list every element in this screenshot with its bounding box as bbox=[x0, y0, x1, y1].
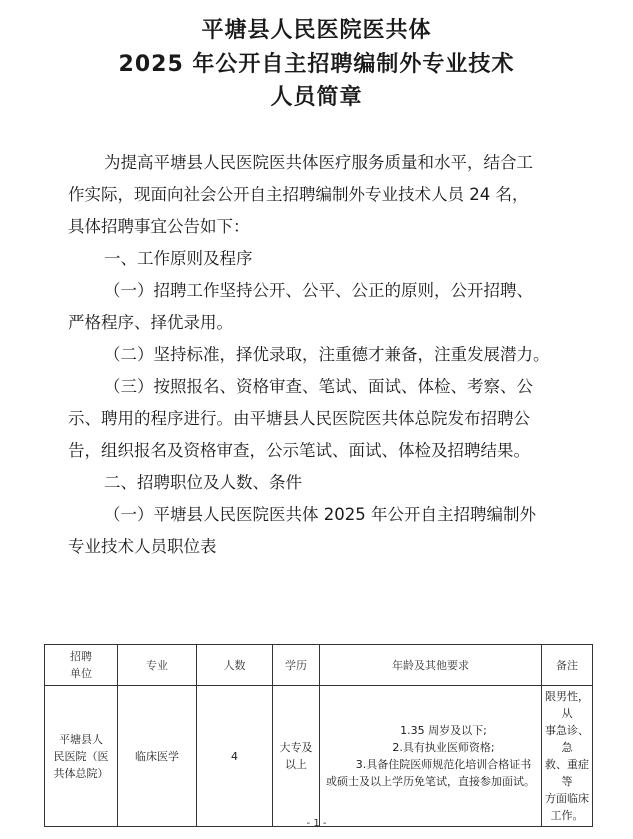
cell-text: 方面临床 bbox=[545, 792, 589, 805]
cell-text: 共体总院） bbox=[53, 766, 109, 780]
header-text: 招聘 bbox=[70, 650, 92, 663]
col-header-major: 专业 bbox=[118, 645, 197, 686]
cell-text: 平塘县人 bbox=[59, 732, 103, 746]
text-line: 告，组织报名及资格审查，公示笔试、面试、体检及招聘结果。 bbox=[68, 441, 530, 460]
header-text: 单位 bbox=[70, 667, 92, 680]
doc-title-line-3: 人员简章 bbox=[270, 85, 363, 110]
cell-education bbox=[273, 686, 320, 827]
cell-major: 临床医学 bbox=[118, 686, 197, 827]
cell-text: 或硕士及以上学历免笔试，直接参加面试。 bbox=[326, 775, 535, 788]
table-header-row bbox=[45, 645, 593, 686]
cell-requirements bbox=[320, 686, 542, 827]
col-header-count: 人数 bbox=[197, 645, 273, 686]
cell-text: 事急诊、急 bbox=[545, 724, 589, 754]
col-header-unit bbox=[45, 645, 118, 686]
text-line: （一）平塘县人民医院医共体 2025 年公开自主招聘编制外 bbox=[104, 505, 536, 524]
text-line: （三）按照报名、资格审查、笔试、面试、体检、考察、公 bbox=[104, 377, 533, 396]
cell-text: 大专及 bbox=[279, 741, 313, 754]
cell-text: 1.35 周岁及以下; bbox=[400, 724, 487, 737]
doc-title-line-2: 2025 年公开自主招聘编制外专业技术 bbox=[118, 52, 515, 77]
col-header-requirements: 年龄及其他要求 bbox=[320, 645, 542, 686]
page-number: - 1 - bbox=[306, 818, 327, 829]
text-line: 作实际，现面向社会公开自主招聘编制外专业技术人员 24 名， bbox=[68, 185, 529, 204]
cell-text: 救、重症等 bbox=[545, 758, 589, 788]
col-header-notes: 备注 bbox=[542, 645, 593, 686]
cell-text: 3.具备住院医师规范化培训合格证书 bbox=[355, 758, 532, 771]
text-line: （一）招聘工作坚持公开、公平、公正的原则，公开招聘、 bbox=[104, 281, 533, 300]
col-header-education: 学历 bbox=[273, 645, 320, 686]
text-line: 具体招聘事宜公告如下： bbox=[68, 217, 250, 236]
text-line: 严格程序、择优录用。 bbox=[68, 313, 233, 332]
section-heading-2: 二、招聘职位及人数、条件 bbox=[104, 473, 302, 492]
text-line: 专业技术人员职位表 bbox=[68, 537, 217, 556]
cell-text: 民医院（医 bbox=[53, 749, 109, 763]
cell-unit bbox=[45, 686, 118, 827]
text-line: （二）坚持标准，择优录取，注重德才兼备，注重发展潜力。 bbox=[104, 345, 550, 364]
table-row bbox=[45, 686, 593, 827]
cell-count: 4 bbox=[197, 686, 273, 827]
cell-text: 工作。 bbox=[550, 809, 584, 822]
intro-paragraph bbox=[68, 147, 588, 563]
job-positions-table bbox=[44, 644, 593, 827]
cell-text: 限男性，从 bbox=[545, 690, 589, 720]
cell-text: 2.具有执业医师资格; bbox=[392, 741, 495, 754]
text-line: 示、聘用的程序进行。由平塘县人民医院医共体总院发布招聘公 bbox=[68, 409, 530, 428]
cell-text: 以上 bbox=[285, 758, 307, 771]
text-line: 为提高平塘县人民医院医共体医疗服务质量和水平，结合工 bbox=[104, 153, 533, 172]
doc-title-line-1: 平塘县人民医院医共体 bbox=[201, 18, 432, 43]
section-heading-1: 一、工作原则及程序 bbox=[104, 249, 253, 268]
cell-notes bbox=[542, 686, 593, 827]
